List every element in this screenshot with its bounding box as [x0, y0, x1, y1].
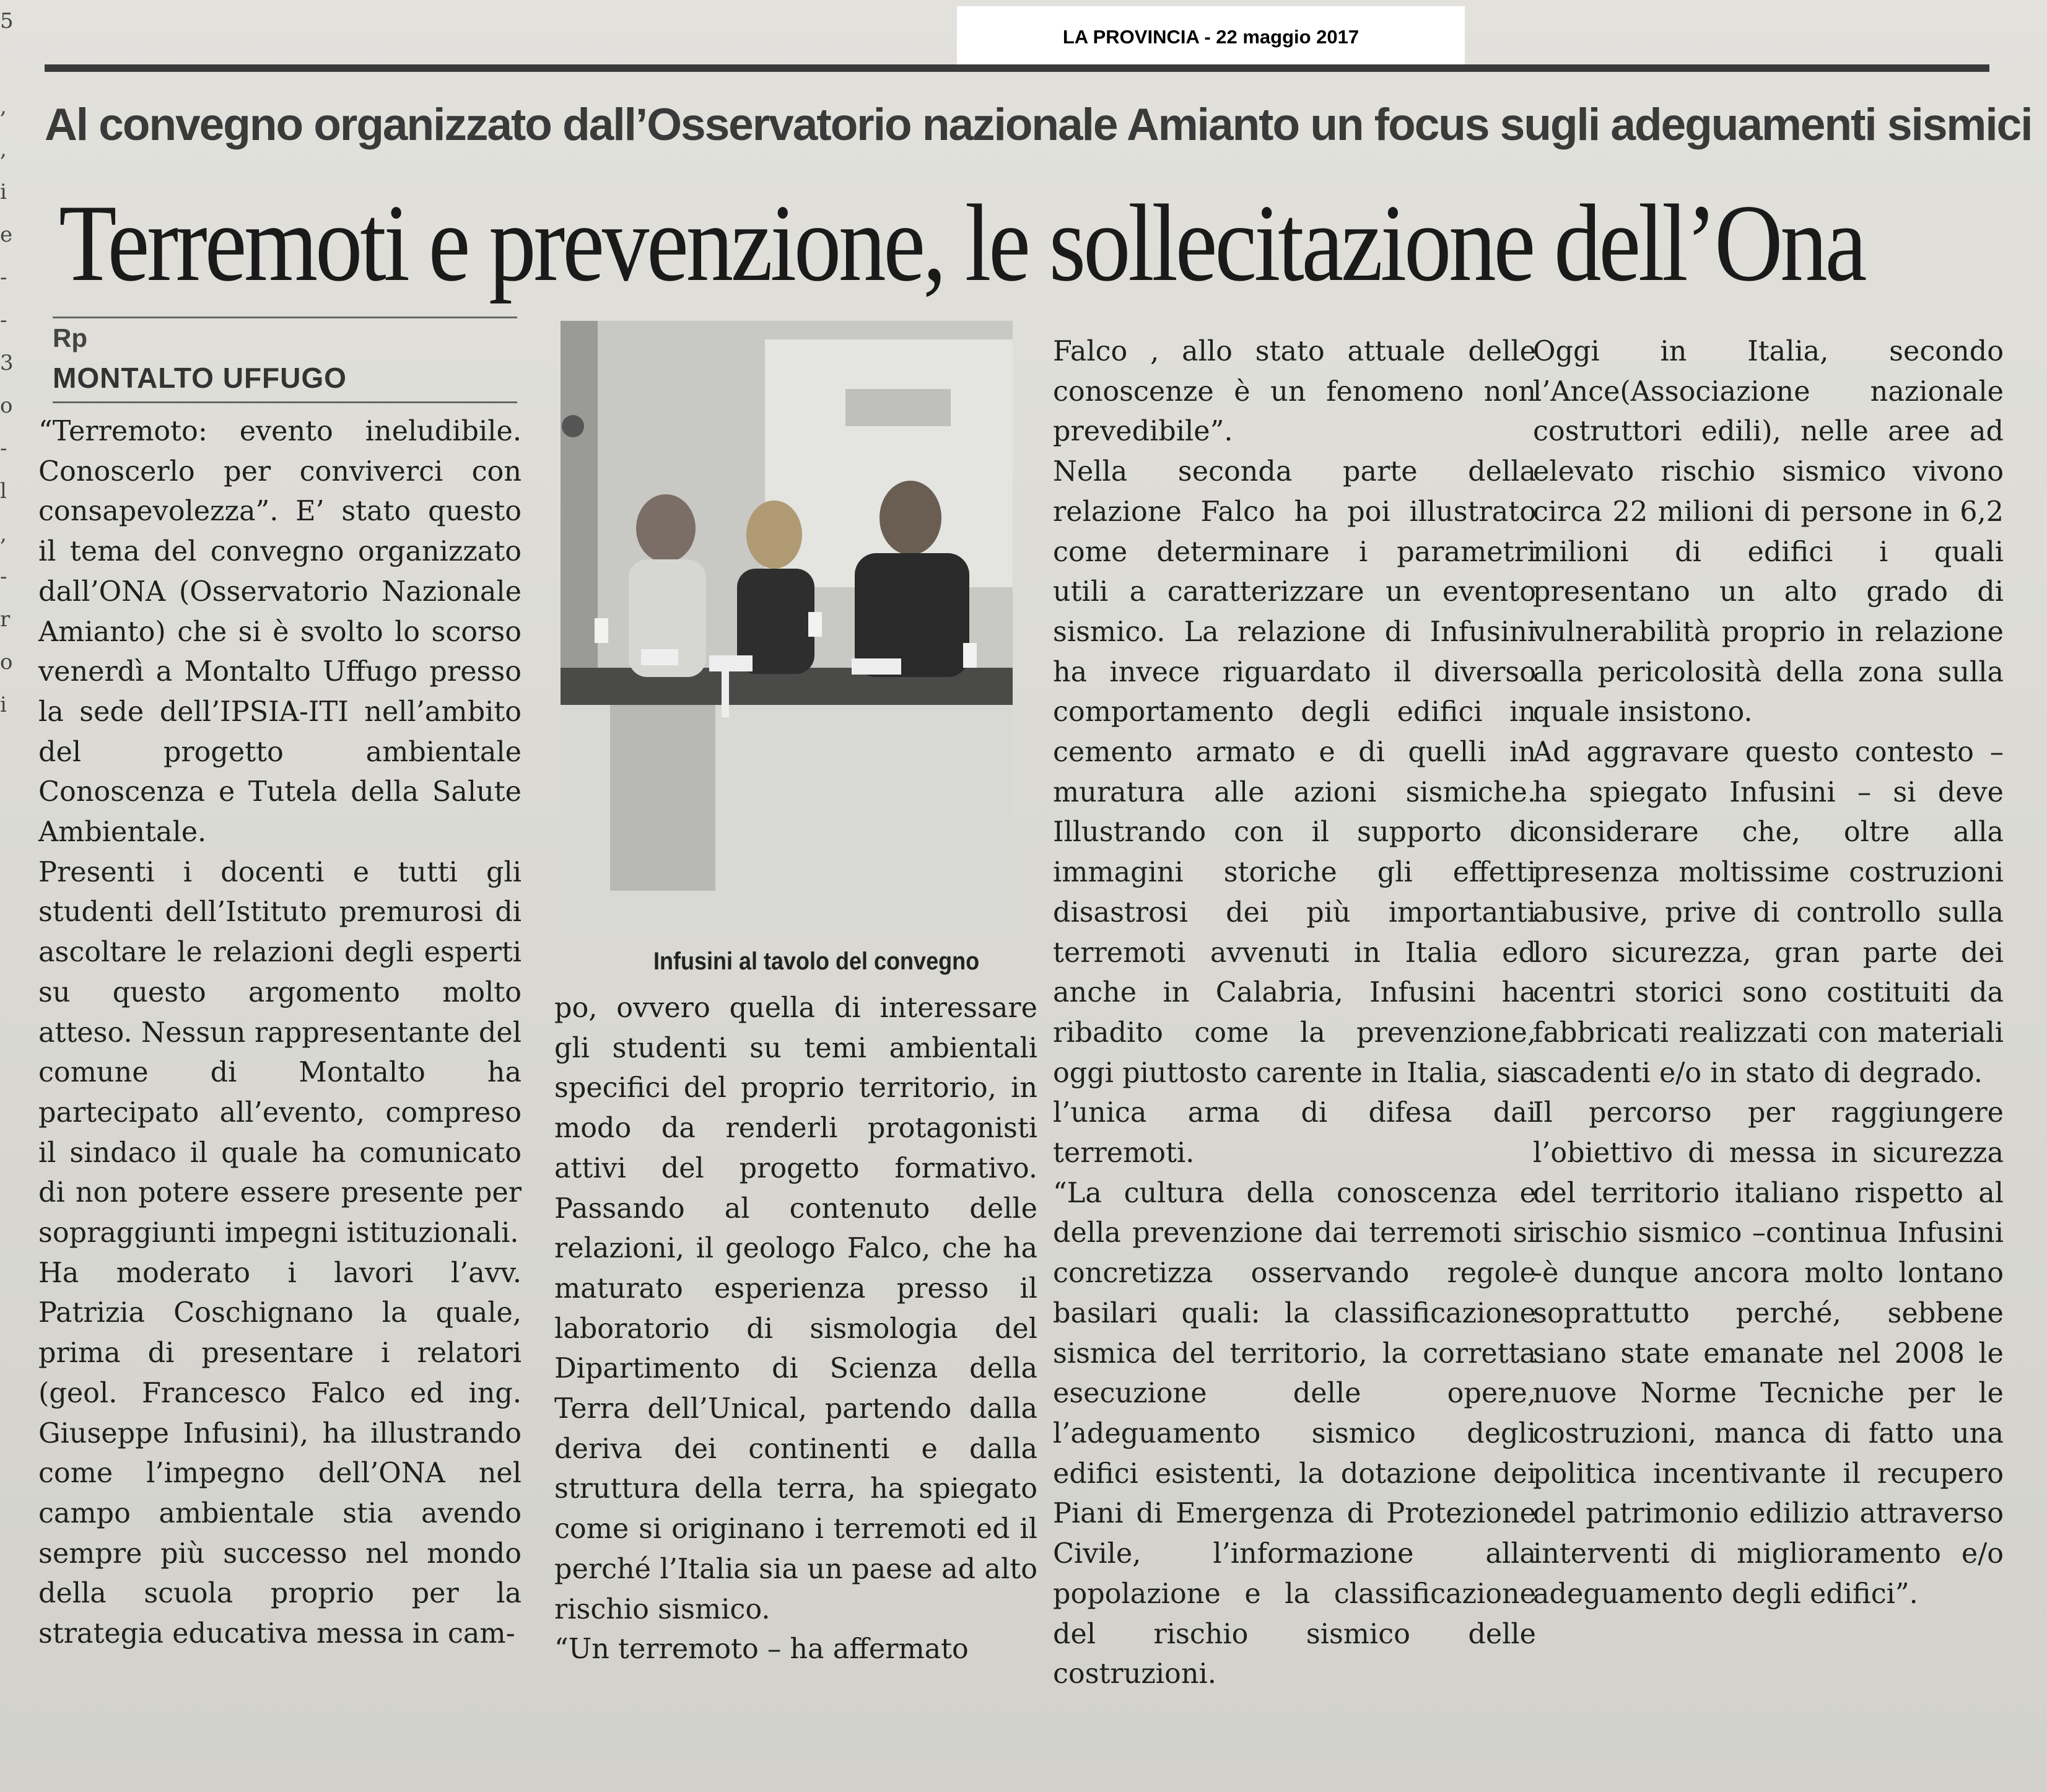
article-column-3	[1053, 332, 1536, 1695]
article-column-1	[38, 412, 522, 1654]
photo-caption: Infusini al tavolo del convegno	[653, 948, 980, 975]
article-kicker: Al convegno organizzato dall’Osservatorio nazionale Amianto un focus sugli adeguamenti sismici	[45, 100, 2032, 150]
top-rule	[45, 64, 1989, 72]
source-label: LA PROVINCIA - 22 maggio 2017	[957, 6, 1465, 68]
article-column-2	[554, 989, 1037, 1670]
paragraph: Oggi in Italia, secondo l’Ance(Associazione nazionale costruttori edili), nelle aree ad elevato rischio sismico vivono circa 22 milioni di persone in 6,2 milioni di edifici i quali presentano un alto grado di vulnerabilità proprio in relazione alla pericolosità della zona sulla quale insistono.	[1533, 336, 2004, 728]
margin-strip: 5 , , i e - - 3 o - l , - r o i	[0, 9, 14, 717]
article-headline: Terremoti e prevenzione, le sollecitazione dell’Ona	[59, 181, 1865, 304]
byline-rule-bottom	[53, 401, 517, 403]
byline-rule-top	[53, 317, 517, 318]
article-column-4	[1533, 332, 2004, 1615]
paragraph: “Terremoto: evento ineludibile. Conoscerlo per conviverci con consapevolezza”. E’ stato questo il tema del convegno organizzato dall’ONA (Osservatorio Nazionale Amianto) che si è svolto lo scorso venerdì a Montalto Uffugo presso la sede dell’IPSIA-ITI nell’ambito del progetto ambientale Conoscenza e Tutela della Salute Ambientale.	[38, 416, 522, 849]
paragraph: Il percorso per raggiungere l’obiettivo di messa in sicurezza del territorio italiano rispetto al rischio sismico –continua Infusini -è dunque ancora molto lontano soprattutto perché, sebbene siano state emanate nel 2008 le nuove Norme Tecniche per le costruzioni, manca di fatto una politica incentivante il recupero del patrimonio edilizio attraverso interventi di miglioramento e/o adeguamento degli edifici”.	[1533, 1097, 2004, 1610]
paragraph: Falco , allo stato attuale delle conoscenze è un fenomeno non prevedibile”.	[1053, 336, 1536, 448]
paragraph: “La cultura della conoscenza e della prevenzione dai terremoti si concretizza osservando regole basilari quali: la classificazione sismica del territorio, la corretta esecuzione delle opere, l’adeguamento sismico degli edifici esistenti, la dotazione dei Piani di Emergenza di Protezione Civile, l’informazione alla popolazione e la classificazione del rischio sismico delle costruzioni.	[1053, 1177, 1536, 1690]
paragraph: Presenti i docenti e tutti gli studenti dell’Istituto premurosi di ascoltare le relazioni degli esperti su questo argomento molto atteso. Nessun rappresentante del comune di Montalto ha partecipato all’evento, compreso il sindaco il quale ha comunicato di non potere essere presente per sopraggiunti impegni istituzionali.	[38, 856, 522, 1249]
paragraph: “Un terremoto – ha affermato	[554, 1633, 969, 1666]
byline-author: Rp	[53, 323, 87, 352]
paragraph: po, ovvero quella di interessare gli studenti su temi ambientali specifici del proprio territorio, in modo da renderli protagonisti attivi del progetto formativo. Passando al contenuto delle relazioni, il geologo Falco, che ha maturato esperienza presso il laboratorio di sismologia del Dipartimento di Scienza della Terra dell’Unical, partendo dalla deriva dei continenti e dalla struttura della terra, ha spiegato come si originano i terremoti ed il perché l’Italia sia un paese ad alto rischio sismico.	[554, 992, 1037, 1625]
paragraph: Ad aggravare questo contesto – ha spiegato Infusini – si deve considerare che, oltre alla presenza moltissime costruzioni abusive, prive di controllo sulla loro sicurezza, gran parte dei centri storici sono costituiti da fabbricati realizzati con materiali scadenti e/o in stato di degrado.	[1533, 736, 2004, 1089]
conference-photo-illustration	[561, 321, 1013, 935]
paragraph: Ha moderato i lavori l’avv. Patrizia Coschignano la quale, prima di presentare i relatori (geol. Francesco Falco ed ing. Giuseppe Infusini), ha illustrando come l’impegno dell’ONA nel campo ambientale stia avendo sempre più successo nel mondo della scuola proprio per la strategia educativa messa in cam-	[38, 1257, 522, 1650]
byline-place: MONTALTO UFFUGO	[53, 362, 347, 394]
article-photo	[561, 321, 1013, 935]
paragraph: Nella seconda parte della relazione Falco ha poi illustrato come determinare i parametri utili a caratterizzare un evento sismico. La relazione di Infusini ha invece riguardato il diverso comportamento degli edifici in cemento armato e di quelli in muratura alle azioni sismiche. Illustrando con il supporto di immagini storiche gli effetti disastrosi dei più importanti terremoti avvenuti in Italia ed anche in Calabria, Infusini ha ribadito come la prevenzione, oggi piuttosto carente in Italia, sia l’unica arma di difesa dai terremoti.	[1053, 456, 1536, 1169]
